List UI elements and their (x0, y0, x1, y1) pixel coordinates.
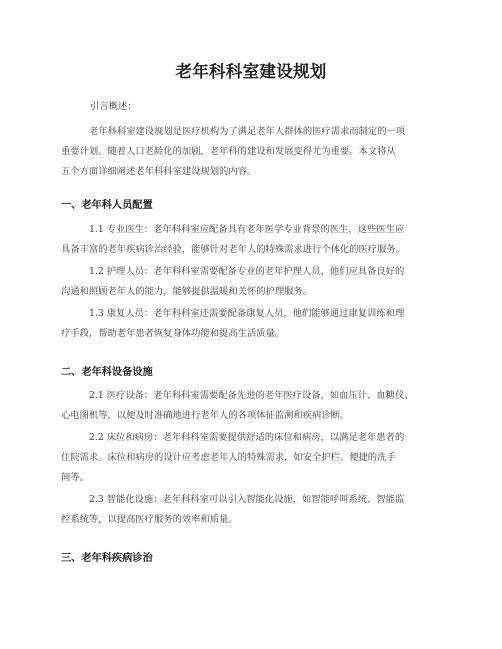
paragraph-line: 2.1 医疗设备：老年科科室需要配备先进的老年医疗设备，如血压计、血糖仪、 (89, 390, 414, 401)
paragraph-line: 1.3 康复人员：老年科科室还需要配备康复人员，他们能够通过康复训练和理 (89, 308, 405, 319)
section-heading-diagnosis: 三、老年科疾病诊治 (61, 553, 153, 564)
intro-line-2: 重要计划。随着人口老龄化的加剧，老年科的建设和发展变得尤为重要。本文将从 (61, 146, 396, 157)
paragraph-line: 控系统等，以提高医疗服务的效率和质量。 (61, 514, 238, 525)
paragraph-1-2 (61, 262, 446, 302)
paragraph-line: 1.1 专业医生：老年科科室应配备具有老年医学专业背景的医生，这些医生应 (89, 224, 405, 235)
paragraph-line: 疗手段，帮助老年患者恢复身体功能和提高生活质量。 (61, 328, 285, 339)
paragraph-2-3 (61, 490, 446, 530)
intro-line-1: 老年科科室建设规划是医疗机构为了满足老年人群体的医疗需求而制定的一项 (89, 126, 406, 137)
section-heading-staffing: 一、老年科人员配置 (61, 200, 153, 211)
paragraph-2-2 (61, 428, 446, 488)
paragraph-line: 2.3 智能化设施：老年科科室可以引入智能化设施，如智能呼叫系统、智能监 (89, 494, 405, 505)
paragraph-line: 具备丰富的老年疾病诊治经验，能够针对老年人的特殊需求进行个体化的医疗服务。 (61, 244, 405, 255)
intro-label: 引言概述： (90, 101, 137, 112)
paragraph-1-1 (61, 220, 446, 260)
paragraph-line: 住院需求。床位和病房的设计应考虑老年人的特殊需求，如安全护栏、便捷的洗手 (61, 452, 396, 463)
paragraph-line: 沟通和照顾老年人的能力，能够提供温暖和关怀的护理服务。 (61, 286, 313, 297)
intro-line-3: 五个方面详细阐述老年科科室建设规划的内容。 (61, 166, 257, 177)
paragraph-1-3 (61, 304, 446, 344)
paragraph-2-1 (61, 386, 446, 426)
section-heading-equipment: 二、老年科设备设施 (61, 367, 153, 378)
intro-paragraph (61, 122, 446, 182)
document-title: 老年科科室建设规划 (175, 62, 327, 81)
paragraph-line: 1.2 护理人员：老年科科室需要配备专业的老年护理人员，他们应具备良好的 (89, 266, 405, 277)
paragraph-line: 心电图机等，以便及时准确地进行老年人的各项体征监测和疾病诊断。 (61, 410, 350, 421)
paragraph-line: 2.2 床位和病房：老年科科室需要提供舒适的床位和病房，以满足老年患者的 (89, 432, 405, 443)
paragraph-line: 间等。 (61, 472, 89, 483)
